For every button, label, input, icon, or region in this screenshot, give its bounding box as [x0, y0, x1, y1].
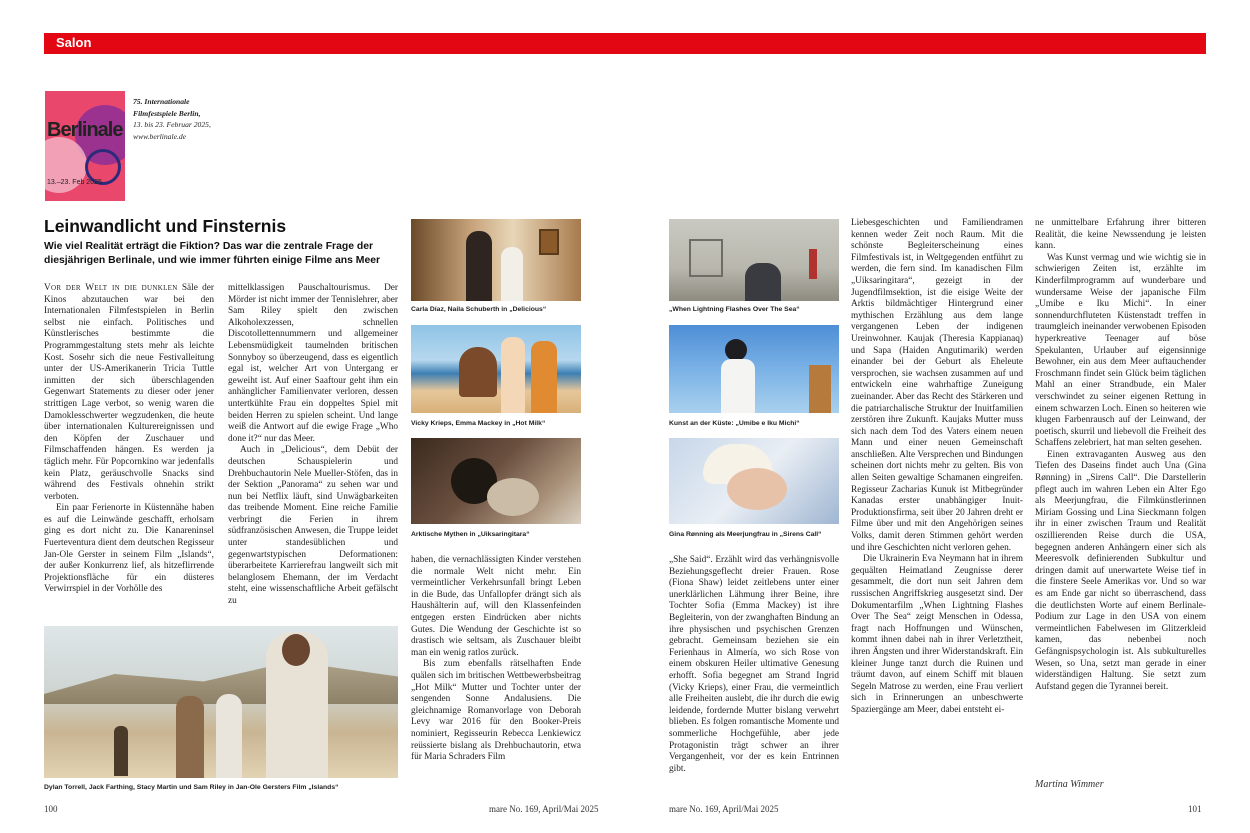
- lead-caps: Vor der Welt in die dunklen: [44, 283, 178, 293]
- author-signature: Martina Wimmer: [1035, 779, 1104, 790]
- issue-line-left: mare No. 169, April/Mai 2025: [489, 804, 599, 814]
- caption-umibe: Kunst an der Küste: „Umibe e Iku Michi“: [669, 420, 800, 427]
- festival-info: [133, 96, 243, 142]
- festival-url[interactable]: www.berlinale.de: [133, 131, 187, 141]
- caption-lightning: „When Lightning Flashes Over The Sea“: [669, 306, 800, 313]
- page-number-right: 101: [1188, 804, 1202, 814]
- festival-dates: 13. bis 23. Februar 2025,: [133, 120, 211, 129]
- photo-islands: [44, 626, 398, 778]
- col2-para1: mittelklassigen Pauschaltourismus. Der Mörder ist nicht immer der Tennislehrer, aber Sam Riley spielt den zwischen Alkoholexzessen, schnellen Discotollettennummern und allgemeiner Lebensmüdigkeit taumelnden britischen Sonnyboy so überzeugend, dass es eigentlich egal ist, welcher Art von Untergang er geweiht ist. Auf einer Saaftour geht ihm ein anhänglicher Familienvater verloren, dessen untertkühlte Frau ein doppeltes Spiel mit beiden Herren zu spielen scheint. Und lange weiß die Antwort auf die ewige Frage „Who done it?“ nur das Meer.: [228, 283, 398, 444]
- article-deck: Wie viel Realität erträgt die Fiktion? Das war die zentrale Frage der diesjährigen Berlinale, und wie immer führten einige Filme ans Meer: [44, 241, 381, 266]
- text-column-5: [851, 218, 1023, 791]
- col6-para2: Was Kunst vermag und wie wichtig sie in schwierigen Zeiten ist, erzählte im Kinderfilmprogramm auf wunderbare und wundersame Weise der japanische Film „Umibe e Iku Michi“. In einer sonnendurchfluteten Küstenstadt treffen in traumgleich ineinander verwobenen Episoden hyperkreative Teenager auf böse Spekulanten, Urlauber auf eigensinnige Bewohner, ein aus dem Meer auftauchender Froschmann findet sein Glück beim täglichen Mahl an einer Strandbude, ein Maler verschwindet zu seiner eigenen Rettung in einem schwarzen Loch. Einen so heiteren wie klugen Farbenrausch auf der Leinwand, der poetisch, skurril und liebevoll die Freiheit des Schaffens zelebriert, hat man selten gesehen.: [1035, 252, 1206, 449]
- photo-delicious: [411, 219, 581, 301]
- col4-para1: „She Said“. Erzählt wird das verhängnisvolle Beziehungsgeflecht dreier Frauen. Rose (Fiona Shaw) leidet zeitlebens unter einer unerklärlichen Lähmung ihrer Beine, ihre Tochter Sofia (Emma Mackey) ist ihre Begleiterin, von der zwanghaften Bindung an ihre physischen und psychischen Grenzen gebracht. Gemeinsam beziehen sie ein Ferienhaus in Almería, wo sich Rose von einem obskuren Heiler ultimative Genesung erhofft. Sofia begegnet am Strand Ingrid (Vicky Krieps), einer Frau, die vermeintlich alle Freiheiten auslebt, die ihr durch die ewig leidende, fordernde Mutter bislang verwehrt blieben. Es folgen romantische Momente und sommerliche Hochgefühle, aber jede Protagonistin trägt schwer an ihrer Vergangenheit, vor der es kein Entrinnen gibt.: [669, 555, 839, 774]
- col3-para2: Bis zum ebenfalls rätselhaften Ende quälen sich im britischen Wettbewerbsbeitrag „Hot Milk“ Mutter und Tochter unter der sengenden Sonne Andalusiens. Die gleichnamige Romanvorlage von Deborah Levy war 2016 für den Booker-Preis nominiert, Regisseurin Rebecca Lenkiewicz reüssierte bislang als Drehbuchautorin, etwa für Maria Schraders Film: [411, 659, 581, 763]
- col1-para2: Ein paar Ferienorte in Küstennähe haben es auf die Leinwände geschafft, erholsam ging es dort nicht zu. Die Kanareninsel Fuerteventura dient dem deutschen Regisseur Jan-Ole Gerster in seinem Film „Islands“, der außer Konkurrenz lief, als hitzeflirrende Projektionsfläche für ein düsteres Verwirrspiel in der Vorhölle des: [44, 503, 214, 595]
- caption-hot-milk: Vicky Krieps, Emma Mackey in „Hot Milk“: [411, 420, 546, 427]
- section-bar: [44, 33, 1206, 54]
- page-number-left: 100: [44, 804, 58, 814]
- text-column-6: [1035, 218, 1206, 766]
- photo-hot-milk: [411, 325, 581, 413]
- photo-lightning: [669, 219, 839, 301]
- col2-para2: Auch in „Delicious“, dem Debüt der deutschen Schauspielerin und Drehbuchautorin Nele Mueller-Stöfen, das in der Sektion „Panorama“ zu sehen war und nun bei Netflix läuft, sind Unwägbarkeiten das treibende Moment. Eine reiche Familie verbringt die Ferien in ihrem südfranzösischen Anwesen, die Truppe leidet unter standesüblichen und gegenwartstypischen Deformationen: überarbeitete Karrierefrau langweilt sich mit belanglosem Ehemann, der im Verdacht steht, eine wissenschaftliche Arbeit gefälscht zu: [228, 445, 398, 607]
- caption-islands: Dylan Torrell, Jack Farthing, Stacy Martin und Sam Riley in Jan-Ole Gersters Film „Islands“: [44, 784, 339, 791]
- col3-para1: haben, die vernachlässigten Kinder verstehen die normale Welt nicht mehr. Ein vermeintlicher Verkehrsunfall bringt Leben in die Bude, das Unfallopfer drängt sich als Haushälterin auf, will den Klassenfeinden entgegen ersten Eindrücken aber nichts Gutes. Die Wendung der Geschichte ist so drastisch wie seltsam, als Zuschauer bleibt man ein wenig ratlos zurück.: [411, 555, 581, 658]
- col6-para3: Einen extravaganten Ausweg aus den Tiefen des Daseins findet auch Una (Gina Rønning) in „Sirens Call“. Die Darstellerin pflegt auch im wahren Leben ein Alter Ego als Meerjungfrau, die Filmkünstlerinnen Miriam Gossing und Lina Sieckmann folgen ihr in einer zwischen Traum und Realität oszillierenden Reise durch die USA, begegnen anderen Anhängern einer sich als Meeresvolk definierenden Subkultur und dringen damit auf unerwartete Weise tief in die finstere Seele Amerikas vor. Und so war es am Ende gar nicht so überraschend, dass die deutlichsten Worte auf einem Berlinale-Podium zur Lage in den USA von einem vermeintlichen Fabelwesen im Glitzerkleid kamen, das nebenbei noch Gefängnispsychologin ist. Als subkulturelles Wesen, so Una, setzt man gerade in einer widerständigen Haltung. Sie setzt zum Aufstand gegen die Tyrannei bereit.: [1035, 449, 1206, 692]
- berlinale-poster: [45, 91, 125, 201]
- text-column-3: [411, 555, 581, 791]
- photo-umibe: [669, 325, 839, 413]
- section-title: Salon: [56, 35, 92, 50]
- poster-dates: 13.–23. Feb 2025: [47, 179, 102, 186]
- issue-line-right: mare No. 169, April/Mai 2025: [669, 804, 779, 814]
- text-column-2: [228, 283, 398, 618]
- text-column-4: [669, 555, 839, 791]
- caption-sirens: Gina Rønning als Meerjungfrau in „Sirens Call“: [669, 531, 822, 538]
- col6-para1: ne unmittelbare Erfahrung ihrer bitteren Realität, die keine Newssendung je leisten kann.: [1035, 218, 1206, 252]
- col5-para1: Liebesgeschichten und Familiendramen kennen weder Zeit noch Raum. Mit die schönste Begleiterscheinung eines Filmfestivals ist, in Weltgegenden entführt zu werden, die fern sind. Im kanadischen Film „Uiksaringitara“, gezeigt in der Jugendfilmsektion, ist die eisige Weite der Arktis bildmächtiger Hintergrund einer mythischen Erzählung aus dem lange vergangenen Leben der indigenen Ureinwohner. Kaujak (Theresia Kappianaq) und Sapa (Haiden Angutimarik) werden einander bei der Geburt als Eheleute versprochen, sie wachsen zusammen auf und entwickeln eine wahrhaftige Zuneigung zueinander. Aber das Recht des Stärkeren und die patriarchalische Struktur der Inuitfamilien zerstören ihre Zukunft. Kaujaks Mutter muss sich nach dem Tod des Vaters einem neuen Mann und einer neuen Gemeinschaft anschließen. Alte Versprechen und Bindungen scheinen dort nichts mehr zu gelten. Bis von allen Seiten gewaltige Schamanen eingreifen. Regisseur Zacharias Kunuk ist Mitbegründer Kanadas erster unabhängiger Inuit-Produktionsfirma, seit über 20 Jahren dreht er Filme über und mit den Angehörigen seines Volks, damit deren Stimmen gehört werden und ihre Geschichten nicht verloren gehen.: [851, 218, 1023, 553]
- caption-arctic: Arktische Mythen in „Uiksaringitara“: [411, 531, 530, 538]
- article-headline: Leinwandlicht und Finsternis: [44, 216, 287, 236]
- photo-sirens: [669, 438, 839, 524]
- festival-name-2: Filmfestspiele Berlin,: [133, 108, 201, 118]
- col1-para1: Säle der Kinos abzutauchen war bei den Internationalen Filmfestspielen in Berlin selbst nie einfach. Politisches und Künstlerisches bestimmte die Programmgestaltung stets mehr als leichte Kost. Sosehr sich die neue Festivalleitung unter der US-Amerikanerin Tricia Tuttle inmitten der sich überschlagenden Gegenwart Statements zu dieser oder jener strittigen Lage verbot, so wenig waren die Damoklesschwerter wegzudenken, die heute über internationalen Kulturereignissen und den Köpfen der Zuschauer und Filmschaffenden hängen. Es werden ja täglich mehr. Für Popcornkino war jedenfalls kein Platz, geräuschvolle Snacks sind während des Festivals ohnehin strikt verboten.: [44, 283, 214, 502]
- caption-delicious: Carla Díaz, Naila Schuberth in „Delicious“: [411, 306, 547, 313]
- poster-title: Berlinale: [47, 119, 123, 141]
- photo-arctic: [411, 438, 581, 524]
- festival-name: 75. Internationale: [133, 97, 190, 106]
- text-column-1: [44, 283, 214, 618]
- col5-para2: Die Ukrainerin Eva Neymann hat in ihrem gequälten Heimatland Zeugnisse derer gesammelt, die dort nun seit Jahren dem russischen Angriffskrieg ausgesetzt sind. Der Dokumentarfilm „When Lightning Flashes Over The Sea“ zeigt Menschen in Odessa, fragt nach Hoffnungen und Wünschen, kommt ihnen dabei nah in ihrer Verletztheit, ihren Ängsten und ihrer Widerstandskraft. Ein kleiner Junge tanzt durch die Ruinen und träumt davon, auf einem Schiff mit blauen Segeln Matrose zu werden, eine Frau verliert sich in Erinnerungen an unbeschwerte Spaziergänge am Meer, dabei entsteht ei-: [851, 554, 1023, 715]
